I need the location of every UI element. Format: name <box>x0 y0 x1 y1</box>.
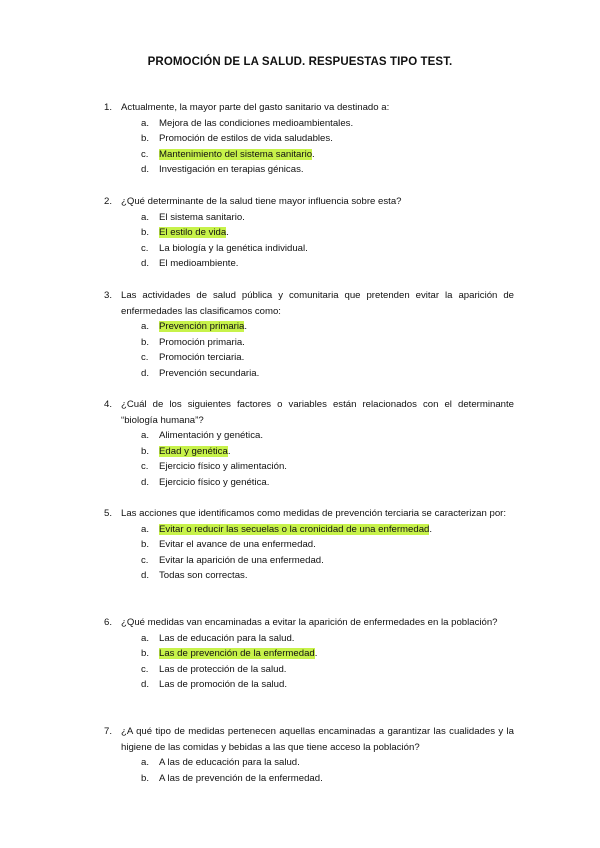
question-1 <box>104 100 514 178</box>
option-c: c. Ejercicio físico y alimentación. <box>141 461 287 472</box>
option-d: d. El medioambiente. <box>141 258 239 269</box>
options-list <box>141 428 514 490</box>
option-c-correct: c. Mantenimiento del sistema sanitario. <box>141 148 315 160</box>
option-c: c. Las de protección de la salud. <box>141 663 287 675</box>
option-a: a. Las de educación para la salud. <box>141 632 295 644</box>
question-number: 5. <box>104 508 113 519</box>
correct-answer-highlight: Edad y genética <box>159 445 228 457</box>
question-stem: Las acciones que identificamos como medidas de prevención terciaria se caracterizan por: <box>121 508 507 519</box>
option-b: b. Promoción primaria. <box>141 336 245 348</box>
question-number: 6. <box>104 617 113 628</box>
option-a-correct: a. Prevención primaria. <box>141 321 247 332</box>
option-b-correct: b. El estilo de vida. <box>141 227 229 238</box>
question-5 <box>104 506 514 584</box>
question-stem: ¿Qué determinante de la salud tiene mayor influencia sobre esta? <box>121 196 402 207</box>
options-list <box>141 631 514 693</box>
question-stem: Actualmente, la mayor parte del gasto sanitario va destinado a: <box>121 102 390 113</box>
correct-answer-highlight: El estilo de vida <box>159 227 227 238</box>
question-stem: ¿Cuál de los siguientes factores o variables están relacionados con el determinante “biología humana”? <box>121 399 514 426</box>
correct-answer-highlight: Evitar o reducir las secuelas o la cronicidad de una enfermedad <box>159 523 430 535</box>
question-number: 7. <box>104 726 113 737</box>
option-d: d. Ejercicio físico y genética. <box>141 476 270 488</box>
option-c: c. La biología y la genética individual. <box>141 242 308 254</box>
correct-answer-highlight: Mantenimiento del sistema sanitario <box>159 148 313 160</box>
page-title: PROMOCIÓN DE LA SALUD. RESPUESTAS TIPO TEST. <box>147 56 453 68</box>
options-list <box>141 116 514 178</box>
option-b-correct: b. Las de prevención de la enfermedad. <box>141 648 318 659</box>
question-stem: ¿A qué tipo de medidas pertenecen aquellas encaminadas a garantizar las cualidades y la higiene de las comidas y bebidas a las que tiene acceso la población? <box>121 726 514 753</box>
question-number: 3. <box>104 290 113 301</box>
question-2 <box>104 194 514 272</box>
question-number: 1. <box>104 102 113 113</box>
options-list <box>141 522 514 584</box>
option-d: d. Investigación en terapias génicas. <box>141 164 304 175</box>
option-a: a. Mejora de las condiciones medioambientales. <box>141 117 354 129</box>
option-a: a. A las de educación para la salud. <box>141 757 300 768</box>
option-d: d. Todas son correctas. <box>141 570 248 581</box>
options-list <box>141 755 514 786</box>
option-b: b. Promoción de estilos de vida saludables. <box>141 133 333 144</box>
option-d: d. Las de promoción de la salud. <box>141 679 287 690</box>
option-b-correct: b. Edad y genética. <box>141 445 231 457</box>
option-b: b. Evitar el avance de una enfermedad. <box>141 539 316 550</box>
question-6 <box>104 615 514 693</box>
question-number: 4. <box>104 399 113 410</box>
option-c: c. Promoción terciaria. <box>141 352 245 363</box>
correct-answer-highlight: Prevención primaria <box>159 321 245 332</box>
option-a: a. Alimentación y genética. <box>141 430 263 441</box>
option-b: b. A las de prevención de la enfermedad. <box>141 772 323 784</box>
correct-answer-highlight: Las de prevención de la enfermedad <box>159 648 315 659</box>
option-a-correct: a. Evitar o reducir las secuelas o la cronicidad de una enfermedad. <box>141 523 433 535</box>
options-list <box>141 210 514 272</box>
question-7 <box>104 724 514 786</box>
question-stem: ¿Qué medidas van encaminadas a evitar la aparición de enfermedades en la población? <box>121 617 498 628</box>
question-3 <box>104 288 514 381</box>
option-d: d. Prevención secundaria. <box>141 367 260 379</box>
question-4 <box>104 397 514 490</box>
question-stem: Las actividades de salud pública y comunitaria que pretenden evitar la aparición de enfermedades las clasificamos como: <box>121 290 514 317</box>
options-list <box>141 319 514 381</box>
question-number: 2. <box>104 196 113 207</box>
option-a: a. El sistema sanitario. <box>141 211 245 223</box>
option-c: c. Evitar la aparición de una enfermedad. <box>141 554 324 566</box>
